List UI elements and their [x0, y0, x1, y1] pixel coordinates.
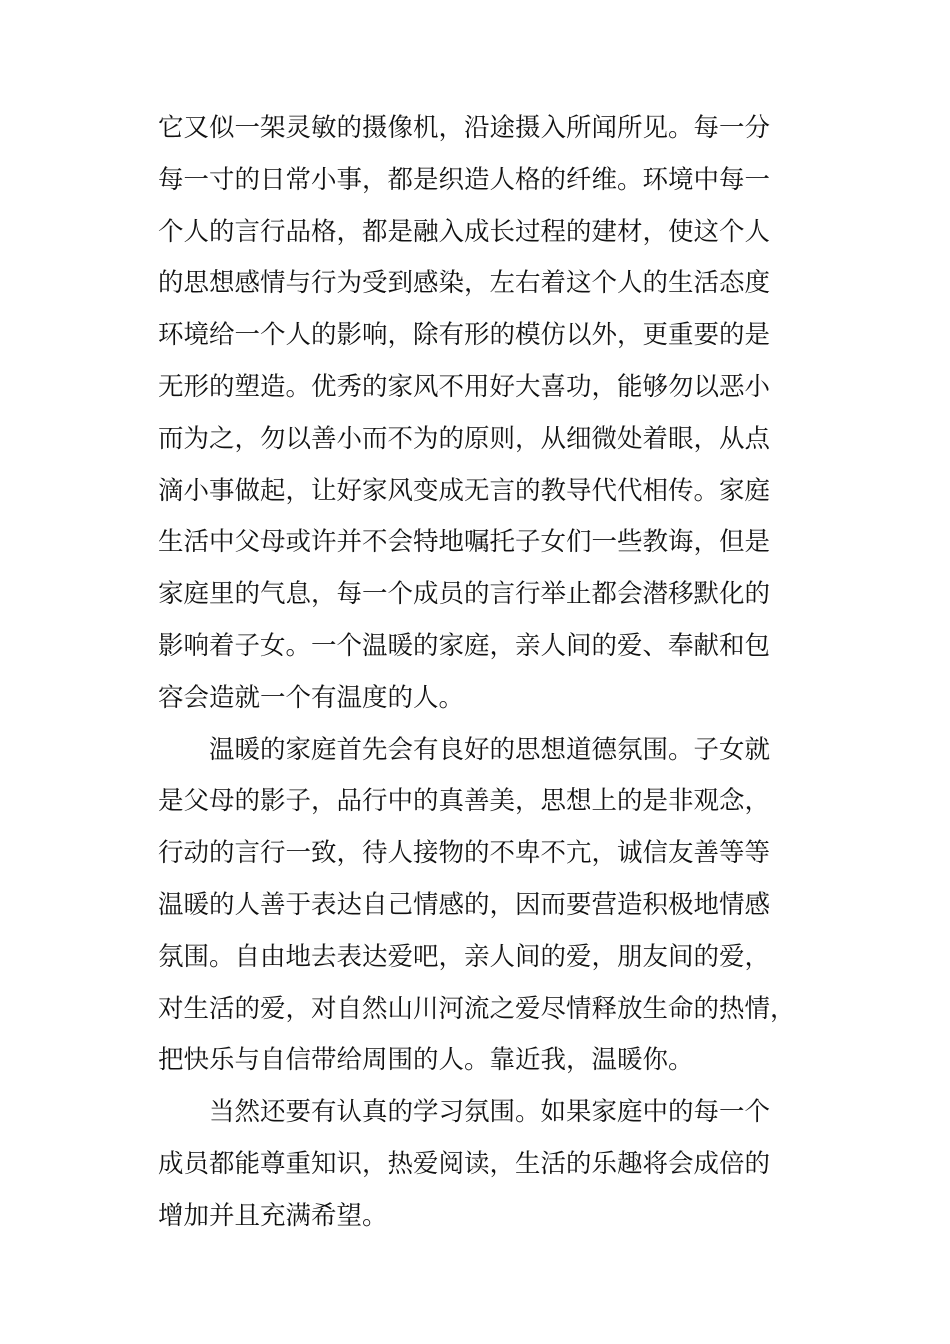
text-line: 无形的塑造。优秀的家风不用好大喜功，能够勿以恶小 [158, 371, 771, 402]
text-line: 温暖的人善于表达自己情感的，因而要营造积极地情感 [158, 889, 771, 920]
text-line: 它又似一架灵敏的摄像机，沿途摄入所闻所见。每一分 [158, 113, 771, 143]
text-line: 对生活的爱，对自然山川河流之爱尽情释放生命的热情， [158, 993, 796, 1024]
text-line: 温暖的家庭首先会有良好的思想道德氛围。子女就 [209, 734, 771, 765]
text-line: 而为之，勿以善小而不为的原则，从细微处着眼，从点 [158, 423, 771, 454]
text-line: 当然还要有认真的学习氛围。如果家庭中的每一个 [209, 1097, 771, 1128]
paragraph-2 [158, 725, 798, 1088]
body-text [158, 103, 798, 1243]
text-line: 把快乐与自信带给周围的人。靠近我，温暖你。 [158, 1045, 694, 1076]
text-line: 家庭里的气息，每一个成员的言行举止都会潜移默化的 [158, 579, 771, 610]
text-line: 行动的言行一致，待人接物的不卑不亢，诚信友善等等 [158, 838, 771, 869]
text-line: 成员都能尊重知识，热爱阅读，生活的乐趣将会成倍的 [158, 1148, 771, 1179]
text-line: 每一寸的日常小事，都是织造人格的纤维。环境中每一 [158, 164, 771, 195]
paragraph-3 [158, 1087, 798, 1242]
text-line: 影响着子女。一个温暖的家庭，亲人间的爱、奉献和包 [158, 630, 771, 661]
text-line: 是父母的影子，品行中的真善美，思想上的是非观念， [158, 786, 771, 817]
paragraph-1 [158, 103, 798, 725]
text-line: 滴小事做起，让好家风变成无言的教导代代相传。家庭 [158, 475, 771, 506]
text-line: 环境给一个人的影响，除有形的模仿以外，更重要的是 [158, 320, 771, 351]
text-line: 氛围。自由地去表达爱吧，亲人间的爱，朋友间的爱， [158, 941, 771, 972]
text-line: 增加并且充满希望。 [158, 1200, 388, 1231]
text-line: 生活中父母或许并不会特地嘱托子女们一些教诲，但是 [158, 527, 771, 558]
text-line: 个人的言行品格，都是融入成长过程的建材，使这个人 [158, 216, 771, 247]
text-line: 的思想感情与行为受到感染，左右着这个人的生活态度 [158, 268, 771, 299]
text-line: 容会造就一个有温度的人。 [158, 682, 465, 713]
